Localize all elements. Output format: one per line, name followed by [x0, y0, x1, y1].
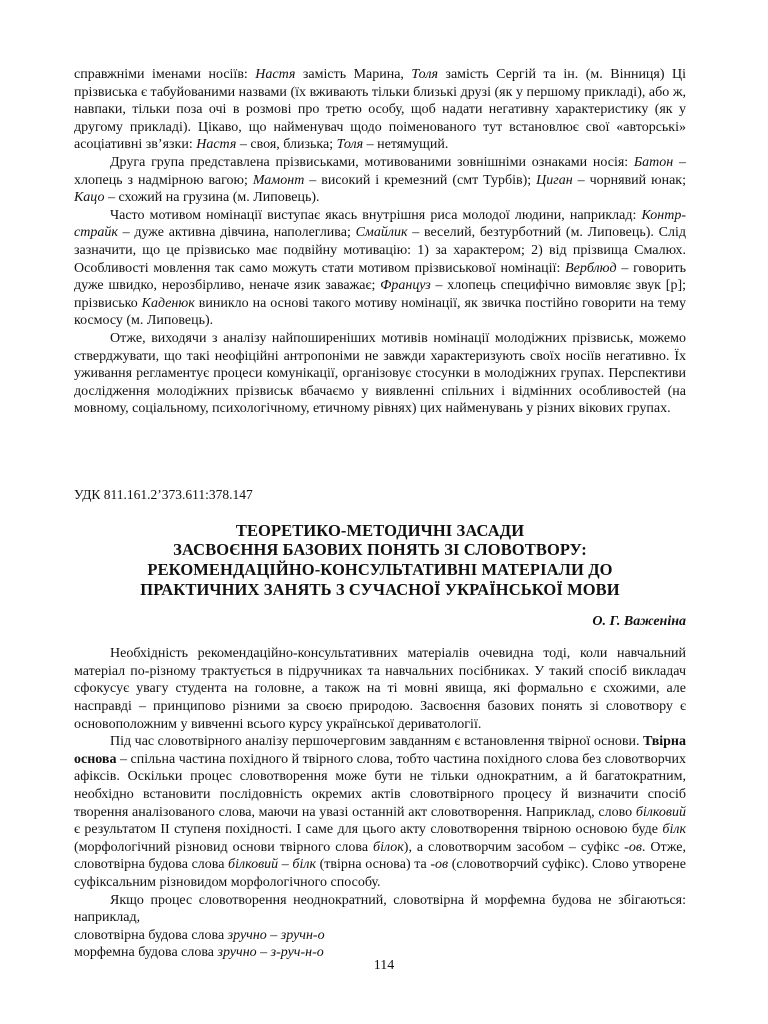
text-run: – схожий на грузина (м. Липовець). — [104, 190, 320, 206]
example-line — [74, 927, 686, 945]
text-run: – дуже активна дівчина, наполеглива; — [117, 225, 356, 241]
article-body — [74, 645, 686, 962]
italic-run: Смайлик — [355, 225, 408, 241]
italic-run: Циган — [536, 172, 573, 188]
italic-run: Батон — [633, 154, 674, 170]
italic-run: зручно – зручн-о — [227, 927, 325, 943]
italic-run: білк — [662, 822, 686, 838]
text-run: Якщо процес словотворення неоднократний, словотвірна й морфемна будова не збігаються: наприклад, — [74, 892, 686, 926]
text-run: морфемна будова слова — [74, 945, 218, 961]
text-run: . Отже, словотвірна будова слова — [74, 839, 686, 873]
italic-run: білковий – білк — [228, 857, 317, 873]
text-run: (морфологічний різновид основи твірного слова — [74, 839, 374, 855]
italic-run: -ов — [430, 857, 449, 873]
italic-run: зручно – з-руч-н-о — [217, 945, 324, 961]
italic-run: Француз — [380, 278, 431, 294]
italic-run: Каденюк — [141, 295, 195, 311]
text-run: словотвірна будова слова — [74, 927, 228, 943]
italic-run: Толя — [411, 67, 438, 82]
text-run: Друга група представлена прізвиськами, мотивованими зовнішніми ознаками носія: — [110, 154, 634, 170]
text-run: замість Марина, — [295, 67, 412, 82]
text-run: замість Сергій та ін. (м. Вінниця) Ці прізвиська є табуйованими назвами (їх вживають тільки близькі друзі (як у першому прикладі), або ж, навпаки, тільки поза очі в розмові про третю особу, щоб надати негативну характеристику (як у другому прикладі). Цікаво, що найменувач щодо поіменованого тут встановлює свої «авторські» асоціативні зв’язки: — [74, 67, 686, 153]
text-run: справжніми іменами носіїв: — [74, 67, 256, 82]
article-title — [74, 521, 686, 599]
title-line: ТЕОРЕТИКО-МЕТОДИЧНІ ЗАСАДИ — [235, 520, 525, 540]
italic-run: -ов — [624, 839, 642, 855]
paragraph — [74, 66, 686, 154]
paragraph — [74, 892, 686, 927]
paragraph — [74, 207, 686, 330]
text-run: – чорнявий юнак; — [572, 172, 686, 188]
paragraph — [74, 733, 686, 891]
text-run: – веселий, безтурботний (м. Липовець). Слід зазначити, що це прізвисько має подвійну мотивацію: 1) за характером; 2) від прізвища Смалюх. Особливості мовлення так само можуть стати мотивом прізвиськової номінації: — [74, 225, 686, 276]
text-run: Під час словотвірного аналізу першочерговим завданням є встановлення твірної основи. — [110, 734, 644, 750]
italic-run: білок — [373, 839, 404, 855]
text-run: є результатом II ступеня похідності. І саме для цього акту словотворення твірною основою буде — [74, 822, 663, 838]
udk-code: УДК 811.161.2’373.611:378.147 — [74, 486, 253, 502]
italic-run: Настя — [255, 67, 296, 82]
text-run: Отже, виходячи з аналізу найпоширеніших мотивів номінації молодіжних прізвиськ, можемо стверджувати, що такі неофіційні антропоніми не завжди характеризують своїх носіїв негативно. Їх уживання регламентує процеси комунікації, організовує стосунки в молодіжних групах. Перспективи дослідження молодіжних прізвиськ вбачаємо у виявленні спільних і відмінних особливостей (на мовному, соціальному, психологічному, етичному рівнях) цих найменувань у різних вікових групах. — [74, 330, 686, 417]
title-line: РЕКОМЕНДАЦІЙНО-КОНСУЛЬТАТИВНІ МАТЕРІАЛИ ДО — [147, 560, 613, 580]
italic-run: білковий — [635, 804, 686, 820]
section-gap — [74, 418, 686, 486]
text-run: (словотворчий суфікс). Слово утворене суфіксальним різновидом морфологічного способу. — [74, 857, 686, 890]
author-name: О. Г. Важеніна — [592, 614, 686, 630]
text-run: – високий і кремезний (смт Турбів); — [304, 172, 537, 188]
italic-run: Верблюд — [565, 260, 617, 276]
text-run: Часто мотивом номінації виступає якась внутрішня риса молодої людини, наприклад: — [110, 207, 642, 223]
text-run: – хлопець з надмірною вагою; — [74, 154, 686, 188]
text-run: Необхідність рекомендаційно-консультативних матеріалів очевидна тоді, коли навчальний матеріал по-різному трактується в підручниках та навчальних посібниках. У такий спосіб викладач сфокусує увагу студента на головне, а також на ті мовні явища, які формально є схожими, але насправді – принципово різними за своєю природою. Засвоєння базових понять зі словотвору є основоположним у вивченні всього курсу української дериватології. — [74, 646, 686, 732]
text-run: (твірна основа) та — [316, 857, 431, 873]
paragraph — [74, 154, 686, 207]
text-run: – спільна частина похідного й твірного слова, тобто частина похідного слова без словотворчих афіксів. Оскільки процес словотворення може бути не тільки однократним, а й багатократним, необхідно встановити послідовність окремих актів словотвірного процесу й визначити спосіб творення аналізованого слова, маючи на увазі останній акт словотворення. Наприклад, слово — [74, 751, 686, 820]
italic-run: Кацо — [74, 190, 105, 206]
paragraph — [74, 330, 686, 418]
bold-term: Твірна основа — [74, 734, 686, 767]
text-run: – нетямущий. — [363, 137, 449, 153]
title-line: ЗАСВОЄННЯ БАЗОВИХ ПОНЯТЬ ЗІ СЛОВОТВОРУ: — [173, 540, 587, 560]
text-run: – своя, близька; — [236, 137, 337, 153]
text-run: – говорить дуже швидко, нерозбірливо, неначе язик заважає; — [74, 260, 686, 294]
text-run: ), а словотворчим засобом – суфікс — [403, 839, 625, 855]
text-run: – хлопець специфічно вимовляє звук [р]; прізвисько — [74, 278, 686, 311]
italic-run: Настя — [196, 137, 237, 153]
paragraph — [74, 645, 686, 733]
page-number: 114 — [373, 958, 395, 973]
title-line: ПРАКТИЧНИХ ЗАНЯТЬ З СУЧАСНОЇ УКРАЇНСЬКОЇ МОВИ — [140, 579, 620, 599]
italic-run: Мамонт — [252, 172, 305, 188]
italic-run: Толя — [336, 137, 364, 153]
italic-run: Контр-страйк — [74, 207, 686, 241]
text-run: виникло на основі такого мотиву номінації, як звичка постійно говорити на тему космосу (м. Липовець). — [74, 295, 686, 329]
page-content — [74, 66, 686, 962]
